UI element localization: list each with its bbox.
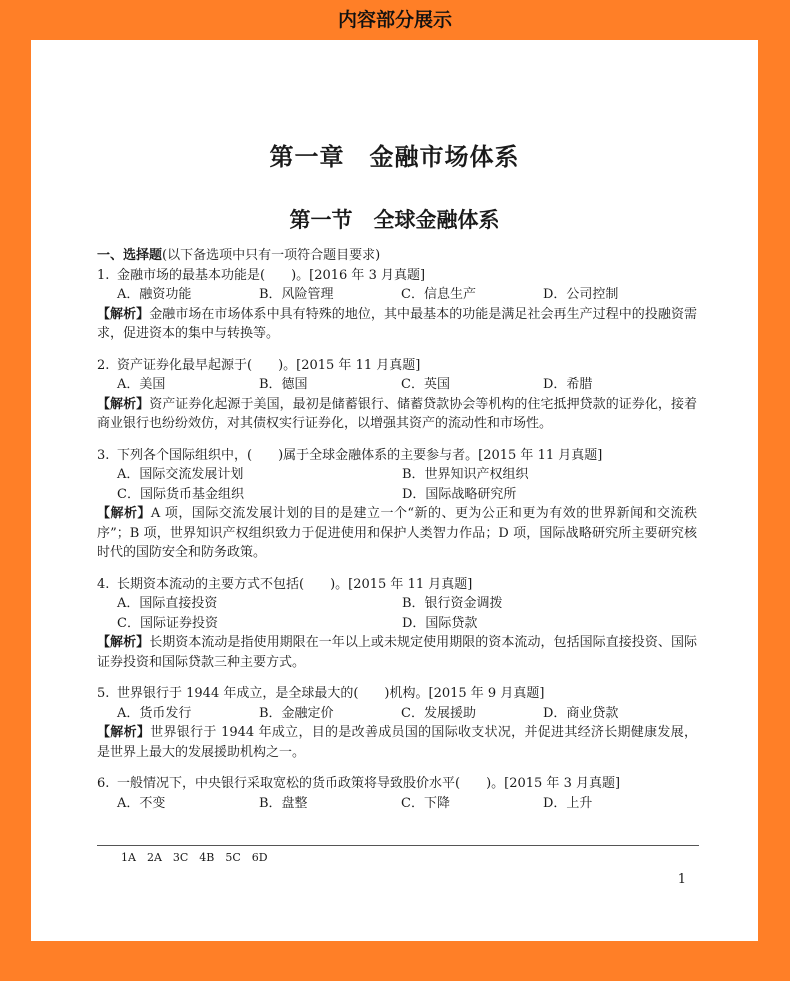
options — [97, 594, 697, 633]
explanation-tag: 【解析】 — [97, 306, 150, 322]
question-number: 6. — [97, 776, 110, 791]
option-c: C．发展援助 — [401, 705, 476, 721]
option-d: D．希腊 — [543, 377, 593, 392]
option-c: C．信息生产 — [401, 287, 476, 302]
question-stem: 金融市场的最基本功能是( )。[2016 年 3 月真题] — [117, 267, 426, 283]
explanation-text: A 项，国际交流发展计划的目的是建立一个“新的、更为公正和更为有效的世界新闻和交流秩序”；B 项，世界知识产权组织致力于促进使用和保护人类智力作品；D 项，国际战略研究所主要研究核时代的国防安全和防务政策。 — [97, 506, 697, 560]
option-d: D．公司控制 — [543, 287, 619, 302]
explanation — [97, 305, 697, 344]
section-title: 第一节 全球金融体系 — [289, 207, 500, 232]
option-b: B．世界知识产权组织 — [402, 467, 529, 482]
option-d: D．商业贷款 — [543, 705, 619, 721]
option-b: B．金融定价 — [259, 705, 334, 721]
question-stem: 世界银行于 1944 年成立，是全球最大的( )机构。[2015 年 9 月真题] — [117, 686, 545, 701]
question-6 — [97, 774, 697, 813]
question-1 — [97, 266, 697, 344]
explanation-text: 长期资本流动是指使用期限在一年以上或未规定使用期限的资本流动，包括国际直接投资、国际证券投资和国际贷款三种主要方式。 — [97, 635, 697, 670]
option-b: B．银行资金调拨 — [402, 596, 503, 611]
question-number: 2. — [97, 357, 110, 373]
option-a: A．国际直接投资 — [117, 596, 218, 611]
question-number: 5. — [97, 686, 110, 701]
question-3 — [97, 446, 697, 563]
part-heading — [97, 246, 697, 266]
explanation — [97, 395, 697, 434]
question-number: 3. — [97, 447, 110, 463]
question-4 — [97, 575, 697, 673]
option-c: C．下降 — [401, 795, 450, 811]
options — [97, 704, 697, 724]
explanation-tag: 【解析】 — [97, 635, 150, 650]
options — [97, 375, 697, 395]
explanation — [97, 723, 697, 762]
explanation-tag: 【解析】 — [97, 396, 150, 412]
answer-key: 1A 2A 3C 4B 5C 6D — [121, 851, 268, 864]
question-5 — [97, 684, 697, 762]
question-stem: 资产证券化最早起源于( )。[2015 年 11 月真题] — [117, 357, 421, 373]
option-a: A．不变 — [117, 795, 166, 811]
option-d: D．上升 — [543, 795, 593, 811]
question-stem: 一般情况下，中央银行采取宽松的货币政策将导致股价水平( )。[2015 年 3 月真题] — [117, 776, 621, 791]
chapter-title: 第一章 金融市场体系 — [269, 142, 520, 171]
explanation — [97, 504, 697, 563]
option-c: C．国际货币基金组织 — [117, 486, 244, 502]
option-a: A．融资功能 — [117, 287, 192, 302]
options — [97, 285, 697, 305]
option-b: B．德国 — [259, 377, 308, 392]
options — [97, 794, 697, 814]
options — [97, 465, 697, 504]
question-number: 4. — [97, 576, 110, 592]
footnote-divider — [97, 845, 699, 846]
part-heading-bold: 一、选择题 — [97, 248, 163, 263]
option-c: C．国际证券投资 — [117, 615, 218, 631]
option-d: D．国际贷款 — [402, 615, 478, 631]
banner-title: 内容部分展示 — [337, 9, 452, 31]
option-b: B．风险管理 — [259, 287, 334, 302]
page-number: 1 — [677, 872, 686, 887]
explanation — [97, 633, 697, 672]
question-stem: 长期资本流动的主要方式不包括( )。[2015 年 11 月真题] — [117, 576, 473, 592]
option-a: A．国际交流发展计划 — [117, 467, 244, 482]
explanation-tag: 【解析】 — [97, 506, 151, 521]
option-d: D．国际战略研究所 — [402, 486, 517, 502]
question-number: 1. — [97, 267, 110, 283]
explanation-text: 世界银行于 1944 年成立，目的是改善成员国的国际收支状况，并促进其经济长期健康发展，是世界上最大的发展援助机构之一。 — [97, 725, 697, 760]
question-stem: 下列各个国际组织中，( )属于全球金融体系的主要参与者。[2015 年 11 月真题] — [117, 447, 603, 463]
document-page — [31, 40, 758, 941]
option-c: C．英国 — [401, 377, 450, 392]
option-b: B．盘整 — [259, 795, 308, 811]
explanation-text: 资产证券化起源于美国，最初是储蓄银行、储蓄贷款协会等机构的住宅抵押贷款的证券化，接着商业银行也纷纷效仿，对其债权实行证券化，以增强其资产的流动性和市场性。 — [97, 396, 697, 431]
explanation-text: 金融市场在市场体系中具有特殊的地位，其中最基本的功能是满足社会再生产过程中的投融资需求，促进资本的集中与转换等。 — [97, 306, 697, 341]
option-a: A．美国 — [117, 377, 166, 392]
question-list — [97, 246, 697, 813]
question-2 — [97, 356, 697, 434]
part-heading-note: (以下备选项中只有一项符合题目要求) — [162, 248, 381, 263]
explanation-tag: 【解析】 — [97, 725, 151, 740]
option-a: A．货币发行 — [117, 705, 192, 721]
